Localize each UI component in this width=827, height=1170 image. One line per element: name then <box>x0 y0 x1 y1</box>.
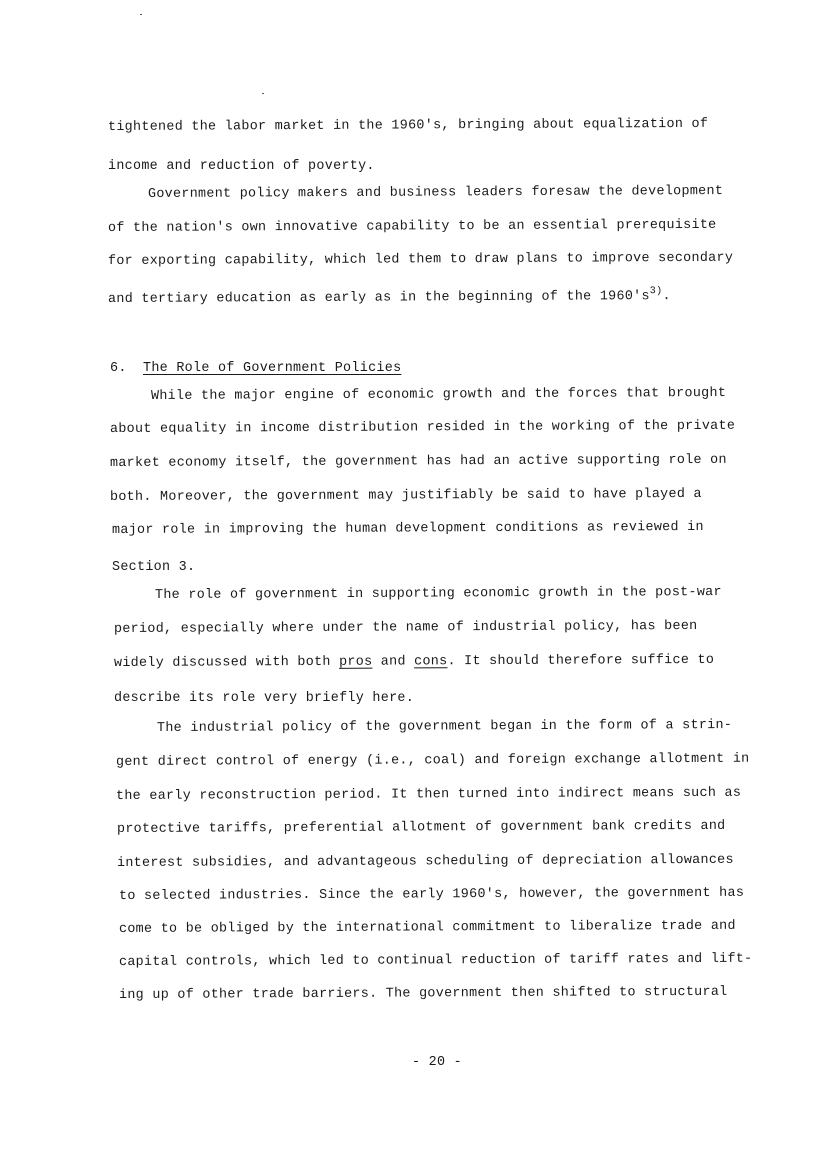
paragraph-4-line-3-after: . It should therefore suffice to <box>447 652 715 670</box>
section-number: 6. <box>110 361 127 376</box>
paragraph-5-line-5: interest subsidies, and advantageous scheduling of depreciation allowances <box>116 852 734 871</box>
paragraph-3-line-3: market economy itself, the government has had an active supporting role on <box>109 452 727 471</box>
paragraph-1-line-2: income and reduction of poverty. <box>108 159 375 174</box>
section-title: The Role of Government Policies <box>143 361 402 376</box>
paragraph-2-line-4 <box>108 286 671 307</box>
paragraph-5-line-4: protective tariffs, preferential allotment of government bank credits and <box>116 818 726 837</box>
paragraph-2-end-punct: . <box>662 289 671 305</box>
paragraph-4-line-4: describe its role very briefly here. <box>114 691 415 706</box>
paragraph-5-line-2: gent direct control of energy (i.e., coal) and foreign exchange allotment in <box>115 751 750 770</box>
paragraph-3-line-2: about equality in income distribution resided in the working of the private <box>109 418 736 437</box>
paragraph-5-line-6: to selected industries. Since the early 1960's, however, the government has <box>118 885 745 904</box>
paragraph-1-line-1: tightened the labor market in the 1960's, bringing about equalization of <box>107 116 709 135</box>
paragraph-5-line-8: capital controls, which led to continual reduction of tariff rates and lift- <box>118 951 753 970</box>
pros-word: pros <box>339 654 373 670</box>
paragraph-5-line-7: come to be obliged by the international commitment to liberalize trade and <box>118 918 736 937</box>
paragraph-3-line-4: both. Moreover, the government may justifiably be said to have played a <box>109 486 702 505</box>
scan-speck <box>262 93 264 94</box>
page-number: - 20 - <box>412 1055 463 1070</box>
paragraph-3-line-6: Section 3. <box>112 560 196 575</box>
footnote-reference: 3) <box>649 286 663 298</box>
paragraph-2-line-3: for exporting capability, which led them to draw plans to improve secondary <box>107 250 734 269</box>
paragraph-4-line-3 <box>114 653 714 671</box>
paragraph-2-line-1: Government policy makers and business leaders foresaw the development <box>147 183 724 202</box>
cons-word: cons <box>414 654 448 670</box>
paragraph-5-line-9: ing up of other trade barriers. The government then shifted to structural <box>118 984 728 1003</box>
paragraph-2-line-2: of the nation's own innovative capability to be an essential prerequisite <box>107 217 717 236</box>
paragraph-5-line-3: the early reconstruction period. It then turned into indirect means such as <box>115 785 742 804</box>
scan-speck <box>140 14 142 15</box>
paragraph-4-line-2: period, especially where under the name of industrial policy, has been <box>113 618 698 637</box>
paragraph-2-line-4-text: and tertiary education as early as in the beginning of the 1960's <box>107 289 650 307</box>
paragraph-4-line-3-before: widely discussed with both <box>113 654 340 671</box>
paragraph-3-line-1: While the major engine of economic growth and the forces that brought <box>150 385 727 404</box>
paragraph-5-line-1: The industrial policy of the government began in the form of a strin- <box>156 717 733 736</box>
paragraph-4-line-3-mid: and <box>372 654 415 670</box>
paragraph-4-line-1: The role of government in supporting economic growth in the post-war <box>154 585 722 603</box>
paragraph-3-line-5: major role in improving the human development conditions as reviewed in <box>111 519 704 538</box>
